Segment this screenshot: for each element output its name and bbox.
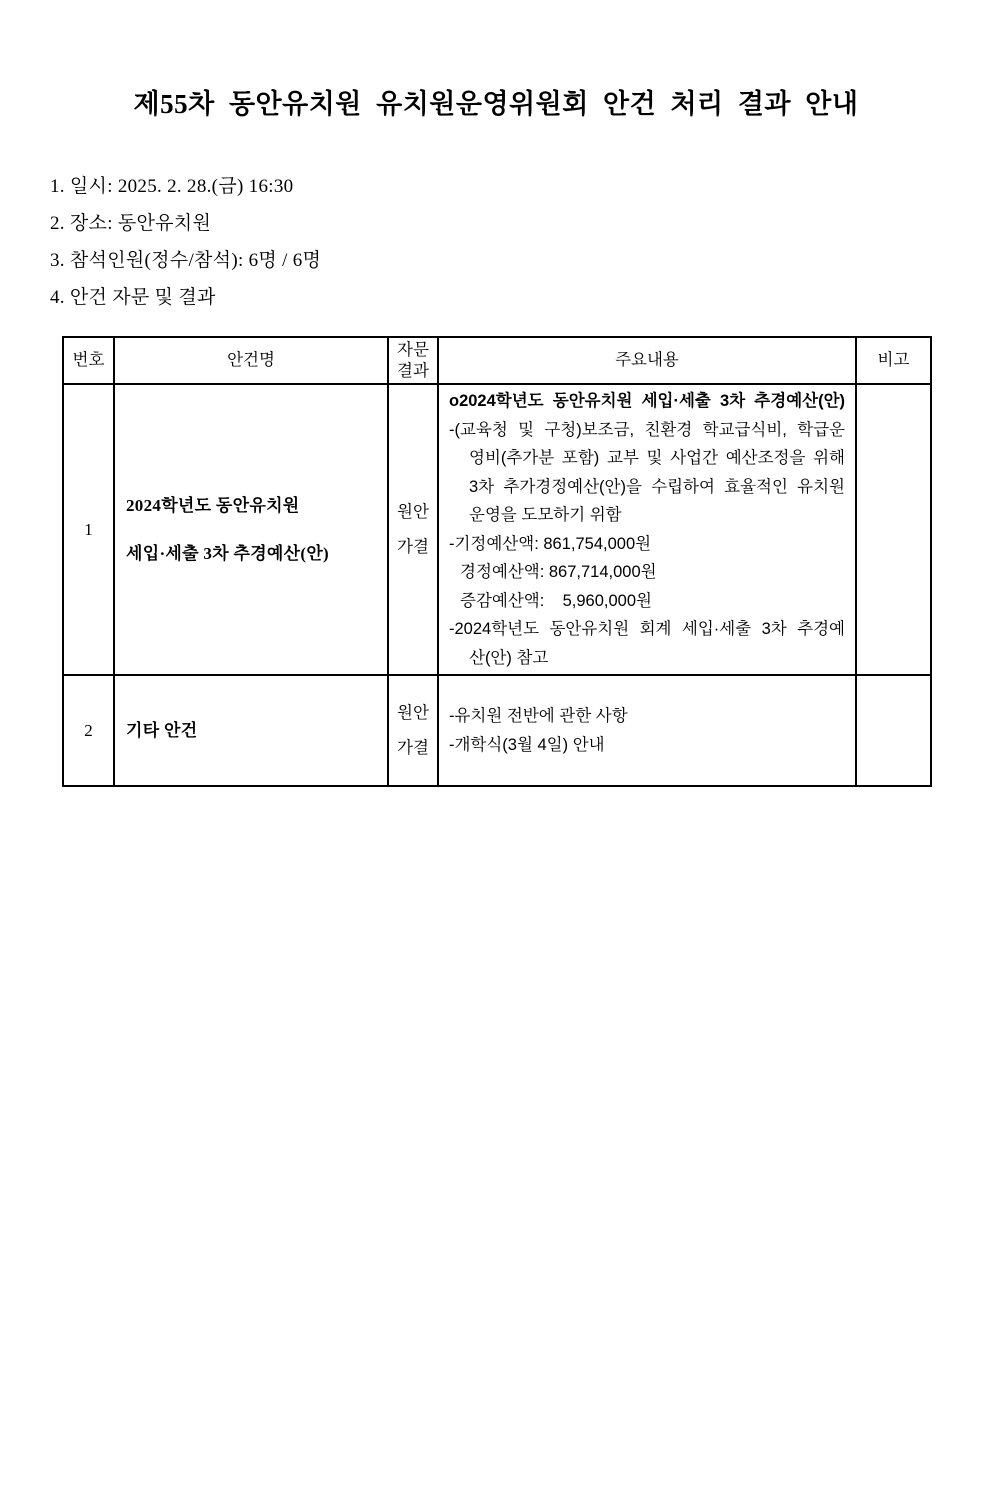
row-advice-result-cell [388, 675, 438, 786]
row-main-content-cell [438, 384, 856, 675]
main-content-line: -기정예산액: 861,754,000원 [449, 534, 652, 553]
main-content-line: -유치원 전반에 관한 사항 [449, 707, 628, 725]
advice-result-line: 가결 [397, 738, 429, 757]
main-content-line: o2024학년도 동안유치원 세입·세출 3차 추경예산(안) [449, 392, 845, 410]
row-no-cell: 2 [63, 675, 114, 786]
info-item-agenda-results: 4. 안건 자문 및 결과 [50, 287, 216, 308]
advice-result-line: 원안 [397, 703, 429, 722]
row-note-cell [856, 675, 931, 786]
row-no-cell: 1 [63, 384, 114, 675]
info-item-attendees: 3. 참석인원(정수/참석): 6명 / 6명 [50, 250, 322, 271]
advice-result-line: 원안 [397, 502, 429, 521]
main-content-line: -개학식(3월 4일) 안내 [449, 735, 605, 754]
header-note: 비고 [856, 337, 931, 384]
agenda-table [62, 336, 932, 787]
main-content-line: -(교육청 및 구청)보조금, 친환경 학교급식비, 학급운 [449, 420, 845, 439]
row-agenda-name-cell [114, 384, 388, 675]
main-content-line: 산(안) 참고 [469, 648, 549, 667]
row-agenda-name-cell [114, 675, 388, 786]
main-content-line: 증감예산액: 5,960,000원 [460, 591, 652, 610]
info-list [50, 168, 992, 316]
row-note-cell [856, 384, 931, 675]
main-content-line: 영비(추가분 포함) 교부 및 사업간 예산조정을 위해 [469, 449, 845, 467]
main-content-line: -2024학년도 동안유치원 회계 세입·세출 3차 추경예 [449, 620, 845, 638]
main-content-line: 3차 추가경정예산(안)을 수립하여 효율적인 유치원 [469, 477, 845, 496]
row-advice-result-cell [388, 384, 438, 675]
header-agenda-name: 안건명 [114, 337, 388, 384]
advice-result-line: 가결 [397, 537, 429, 556]
header-advice-result-line1: 자문 [397, 340, 429, 359]
main-content-line: 경정예산액: 867,714,000원 [460, 563, 657, 581]
info-item-datetime: 1. 일시: 2025. 2. 28.(금) 16:30 [50, 176, 294, 197]
document-page [0, 84, 992, 1487]
main-content-line: 운영을 도모하기 위함 [469, 506, 622, 524]
header-main-content: 주요내용 [438, 337, 856, 384]
info-item-place: 2. 장소: 동안유치원 [50, 213, 212, 234]
header-advice-result [388, 337, 438, 384]
table-header-row [63, 337, 931, 384]
table-row [63, 675, 931, 786]
agenda-name-line: 기타 안건 [126, 720, 198, 740]
header-no: 번호 [63, 337, 114, 384]
agenda-name-line: 2024학년도 동안유치원 [126, 495, 300, 515]
row-main-content-cell [438, 675, 856, 786]
table-row [63, 384, 931, 675]
page-title: 제55차 동안유치원 유치원운영위원회 안건 처리 결과 안내 [133, 89, 859, 119]
agenda-table-body [63, 384, 931, 786]
header-advice-result-line2: 결과 [397, 361, 429, 380]
agenda-name-line: 세입·세출 3차 추경예산(안) [126, 543, 330, 563]
